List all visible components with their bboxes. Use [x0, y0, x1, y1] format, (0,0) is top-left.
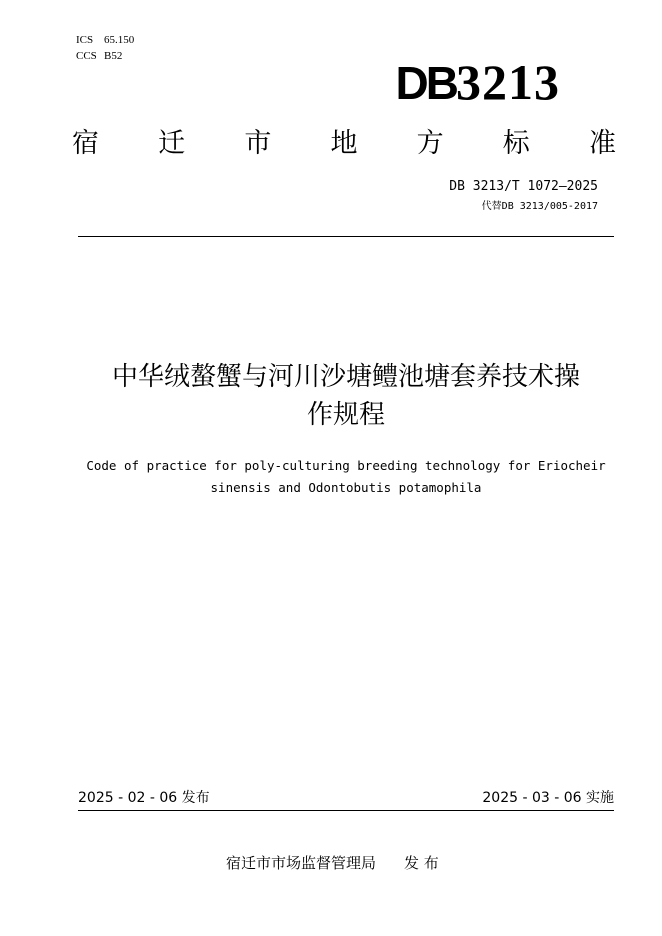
- ics-code: [76, 32, 134, 48]
- standard-level-char: 地: [330, 128, 358, 159]
- chinese-title-line-1: 中华绒螯蟹与河川沙塘鳢池塘套养技术操: [111, 362, 580, 392]
- publish-date: 2025 - 02 - 06 发布: [78, 790, 210, 806]
- db-logo: [396, 54, 560, 111]
- db-logo-number: 3213: [456, 54, 560, 110]
- chinese-title: [70, 358, 622, 434]
- standard-level-char: 宿: [72, 128, 99, 159]
- standard-level-char: 迁: [158, 128, 186, 159]
- issuer-organization: 宿迁市市场监督管理局: [226, 854, 377, 872]
- issuer-action: 发 布: [404, 854, 439, 872]
- standard-level-char: 准: [588, 128, 616, 159]
- english-title-line-1: Code of practice for poly-culturing breeding technology for Eriocheir: [86, 458, 606, 473]
- standard-level-char: 市: [244, 128, 272, 159]
- ics-value: 65.150: [104, 34, 135, 46]
- standard-level-char: 标: [502, 128, 530, 159]
- ccs-label: CCS: [76, 50, 97, 62]
- ccs-value: B52: [104, 50, 123, 62]
- standard-number: DB 3213/T 1072—2025: [449, 179, 598, 194]
- standard-level-char: 方: [416, 128, 444, 159]
- ics-label: ICS: [76, 34, 94, 46]
- issuer: [226, 852, 439, 874]
- top-divider: [78, 236, 614, 237]
- db-logo-prefix: DB: [395, 57, 456, 109]
- bottom-divider: [78, 810, 614, 811]
- replaces-standard: 代替DB 3213/005-2017: [481, 201, 598, 212]
- ccs-code: [76, 48, 134, 64]
- standard-level-heading: [72, 124, 616, 164]
- classification-codes: [76, 32, 134, 64]
- chinese-title-line-2: 作规程: [306, 400, 385, 430]
- english-title-line-2: sinensis and Odontobutis potamophila: [210, 480, 482, 495]
- english-title: [40, 455, 652, 499]
- implement-date: 2025 - 03 - 06 实施: [482, 790, 614, 806]
